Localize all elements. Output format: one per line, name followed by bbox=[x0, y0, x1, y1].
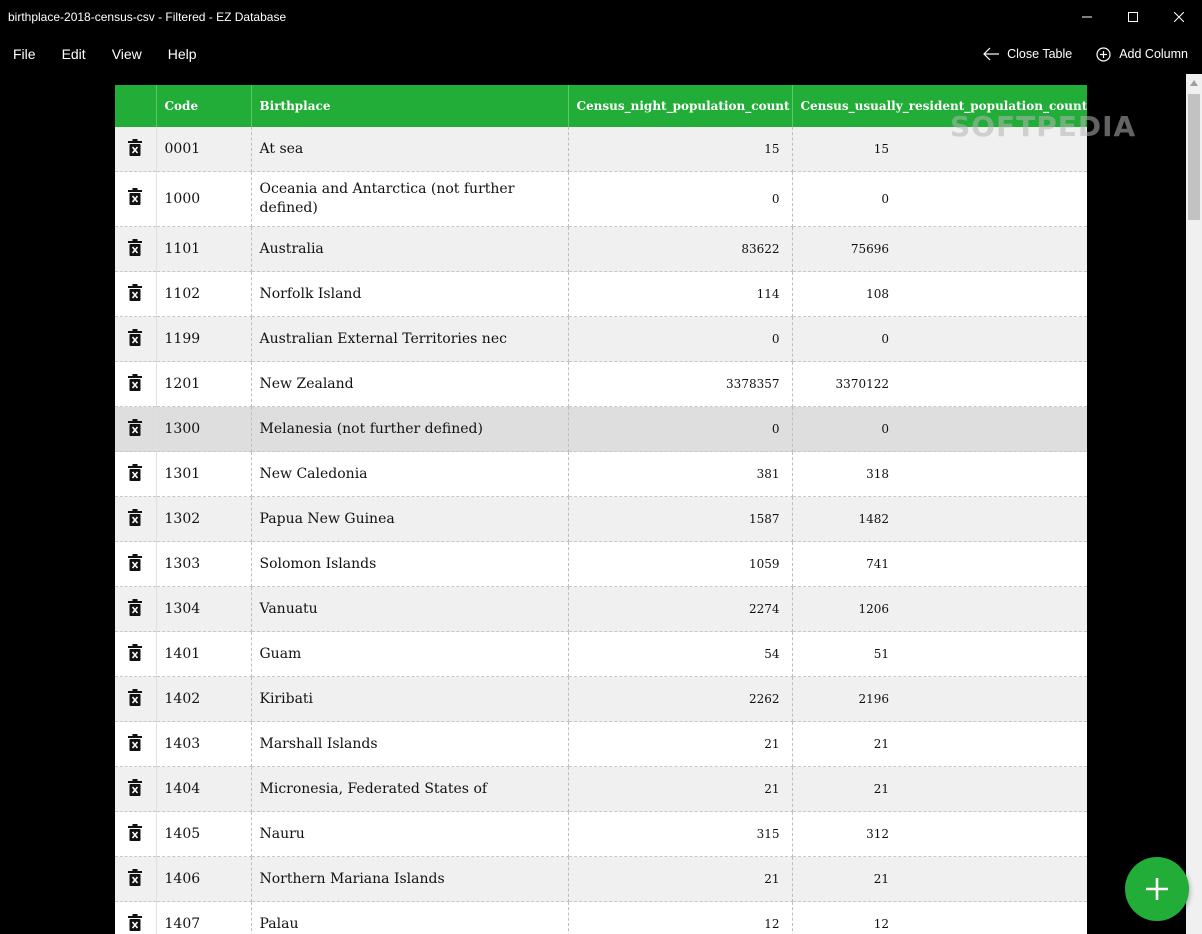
delete-row-button[interactable] bbox=[115, 452, 156, 497]
table-row[interactable] bbox=[115, 632, 1087, 677]
delete-icon bbox=[128, 188, 142, 205]
cell-census-night[interactable]: 21 bbox=[568, 857, 792, 902]
cell-census-night[interactable]: 0 bbox=[568, 407, 792, 452]
delete-row-button[interactable] bbox=[115, 362, 156, 407]
cell-census-night[interactable]: 1059 bbox=[568, 542, 792, 587]
delete-row-button[interactable] bbox=[115, 902, 156, 934]
cell-census-night[interactable]: 21 bbox=[568, 767, 792, 812]
delete-row-button[interactable] bbox=[115, 272, 156, 317]
cell-birthplace[interactable]: Oceania and Antarctica (not further defined) bbox=[251, 172, 568, 227]
table-row[interactable] bbox=[115, 272, 1087, 317]
delete-icon bbox=[128, 689, 142, 706]
delete-row-button[interactable] bbox=[115, 587, 156, 632]
cell-census-night[interactable]: 12 bbox=[568, 902, 792, 934]
table-row[interactable] bbox=[115, 812, 1087, 857]
delete-row-button[interactable] bbox=[115, 857, 156, 902]
data-table-container bbox=[115, 85, 1087, 934]
arrow-left-icon bbox=[983, 47, 999, 61]
cell-census-night[interactable]: 114 bbox=[568, 272, 792, 317]
add-circle-icon bbox=[1096, 47, 1111, 62]
table-row[interactable] bbox=[115, 857, 1087, 902]
cell-code[interactable]: 1301 bbox=[156, 452, 251, 497]
table-row[interactable] bbox=[115, 362, 1087, 407]
cell-code[interactable]: 1402 bbox=[156, 677, 251, 722]
delete-icon bbox=[128, 869, 142, 886]
cell-code[interactable]: 1101 bbox=[156, 227, 251, 272]
cell-code[interactable]: 1401 bbox=[156, 632, 251, 677]
scrollbar-thumb[interactable] bbox=[1188, 94, 1200, 220]
delete-icon bbox=[128, 139, 142, 156]
cell-birthplace[interactable]: New Caledonia bbox=[251, 452, 568, 497]
delete-row-button[interactable] bbox=[115, 722, 156, 767]
cell-census-resident[interactable]: 51 bbox=[792, 632, 1087, 677]
delete-icon bbox=[128, 509, 142, 526]
header-birthplace[interactable]: Birthplace bbox=[251, 85, 568, 127]
cell-code[interactable]: 1201 bbox=[156, 362, 251, 407]
cell-birthplace[interactable]: New Zealand bbox=[251, 362, 568, 407]
cell-census-resident[interactable]: 318 bbox=[792, 452, 1087, 497]
delete-icon bbox=[128, 779, 142, 796]
cell-code[interactable]: 1000 bbox=[156, 172, 251, 227]
cell-code[interactable]: 1300 bbox=[156, 407, 251, 452]
delete-row-button[interactable] bbox=[115, 497, 156, 542]
cell-birthplace[interactable]: Melanesia (not further defined) bbox=[251, 407, 568, 452]
chevron-up-icon bbox=[1190, 80, 1198, 86]
delete-icon bbox=[128, 284, 142, 301]
cell-birthplace[interactable]: Australian External Territories nec bbox=[251, 317, 568, 362]
table-row[interactable] bbox=[115, 452, 1087, 497]
cell-census-resident[interactable]: 1206 bbox=[792, 587, 1087, 632]
cell-birthplace[interactable]: Nauru bbox=[251, 812, 568, 857]
header-delete bbox=[115, 85, 156, 127]
cell-census-night[interactable]: 21 bbox=[568, 722, 792, 767]
delete-icon bbox=[128, 914, 142, 931]
table-row[interactable] bbox=[115, 127, 1087, 172]
data-table bbox=[115, 85, 1087, 934]
cell-birthplace[interactable]: Palau bbox=[251, 902, 568, 934]
menu-edit[interactable]: Edit bbox=[61, 46, 86, 62]
cell-code[interactable]: 1102 bbox=[156, 272, 251, 317]
cell-census-resident[interactable]: 3370122 bbox=[792, 362, 1087, 407]
cell-census-resident[interactable]: 741 bbox=[792, 542, 1087, 587]
add-column-label: Add Column bbox=[1119, 47, 1188, 61]
cell-census-night[interactable]: 0 bbox=[568, 172, 792, 227]
table-row[interactable] bbox=[115, 902, 1087, 934]
table-row[interactable] bbox=[115, 767, 1087, 812]
delete-row-button[interactable] bbox=[115, 127, 156, 172]
menu-help[interactable]: Help bbox=[167, 46, 197, 62]
cell-birthplace[interactable]: At sea bbox=[251, 127, 568, 172]
cell-census-resident[interactable]: 312 bbox=[792, 812, 1087, 857]
header-census-resident[interactable]: Census_usually_resident_population_count bbox=[800, 99, 1087, 113]
cell-code[interactable]: 1303 bbox=[156, 542, 251, 587]
cell-birthplace[interactable]: Northern Mariana Islands bbox=[251, 857, 568, 902]
delete-row-button[interactable] bbox=[115, 172, 156, 227]
cell-code[interactable]: 0001 bbox=[156, 127, 251, 172]
cell-birthplace[interactable]: Solomon Islands bbox=[251, 542, 568, 587]
cell-code[interactable]: 1199 bbox=[156, 317, 251, 362]
cell-birthplace[interactable]: Papua New Guinea bbox=[251, 497, 568, 542]
delete-icon bbox=[128, 374, 142, 391]
cell-code[interactable]: 1403 bbox=[156, 722, 251, 767]
cell-birthplace[interactable]: Australia bbox=[251, 227, 568, 272]
table-header-row bbox=[115, 85, 1087, 127]
minimize-icon bbox=[1082, 12, 1092, 22]
table-row[interactable] bbox=[115, 172, 1087, 227]
add-column-button[interactable] bbox=[1096, 47, 1188, 62]
add-row-button[interactable] bbox=[1125, 857, 1189, 921]
cell-birthplace[interactable]: Micronesia, Federated States of bbox=[251, 767, 568, 812]
cell-code[interactable]: 1405 bbox=[156, 812, 251, 857]
cell-birthplace[interactable]: Vanuatu bbox=[251, 587, 568, 632]
delete-icon bbox=[128, 329, 142, 346]
delete-row-button[interactable] bbox=[115, 677, 156, 722]
close-table-label: Close Table bbox=[1007, 47, 1073, 61]
cell-census-resident[interactable]: 15 bbox=[792, 127, 1087, 172]
cell-census-night[interactable]: 83622 bbox=[568, 227, 792, 272]
cell-census-night[interactable]: 381 bbox=[568, 452, 792, 497]
cell-census-resident[interactable]: 108 bbox=[792, 272, 1087, 317]
menu-file[interactable]: File bbox=[13, 46, 36, 62]
softpedia-watermark: SOFTPEDIA bbox=[950, 110, 1137, 143]
cell-census-night[interactable]: 315 bbox=[568, 812, 792, 857]
header-code[interactable]: Code bbox=[156, 85, 251, 127]
close-window-button[interactable] bbox=[1156, 0, 1202, 34]
plus-icon bbox=[1144, 876, 1170, 902]
table-row[interactable] bbox=[115, 677, 1087, 722]
cell-census-night[interactable]: 54 bbox=[568, 632, 792, 677]
vertical-scrollbar[interactable] bbox=[1186, 74, 1202, 934]
cell-census-resident[interactable]: 0 bbox=[792, 172, 1087, 227]
cell-census-night[interactable]: 15 bbox=[568, 127, 792, 172]
cell-birthplace[interactable]: Kiribati bbox=[251, 677, 568, 722]
cell-census-night[interactable]: 2274 bbox=[568, 587, 792, 632]
table-row[interactable] bbox=[115, 317, 1087, 362]
delete-row-button[interactable] bbox=[115, 812, 156, 857]
delete-row-button[interactable] bbox=[115, 542, 156, 587]
delete-row-button[interactable] bbox=[115, 632, 156, 677]
cell-census-night[interactable]: 3378357 bbox=[568, 362, 792, 407]
cell-census-resident[interactable]: 21 bbox=[792, 857, 1087, 902]
maximize-icon bbox=[1128, 12, 1138, 22]
cell-census-resident[interactable]: 2196 bbox=[792, 677, 1087, 722]
cell-code[interactable]: 1407 bbox=[156, 902, 251, 934]
delete-icon bbox=[128, 464, 142, 481]
cell-birthplace[interactable]: Guam bbox=[251, 632, 568, 677]
cell-census-resident[interactable]: 1482 bbox=[792, 497, 1087, 542]
table-row[interactable] bbox=[115, 542, 1087, 587]
table-row[interactable] bbox=[115, 497, 1087, 542]
delete-icon bbox=[128, 599, 142, 616]
window-controls bbox=[1064, 0, 1202, 34]
delete-icon bbox=[128, 644, 142, 661]
delete-icon bbox=[128, 554, 142, 571]
cell-birthplace[interactable]: Norfolk Island bbox=[251, 272, 568, 317]
window-title: birthplace-2018-census-csv - Filtered - EZ Database bbox=[8, 10, 287, 24]
scroll-up-arrow[interactable] bbox=[1186, 80, 1202, 90]
minimize-button[interactable] bbox=[1064, 0, 1110, 34]
maximize-button[interactable] bbox=[1110, 0, 1156, 34]
cell-code[interactable]: 1304 bbox=[156, 587, 251, 632]
delete-icon bbox=[128, 734, 142, 751]
cell-census-night[interactable]: 2262 bbox=[568, 677, 792, 722]
menu-view[interactable]: View bbox=[111, 46, 142, 62]
delete-row-button[interactable] bbox=[115, 317, 156, 362]
cell-census-resident[interactable]: 75696 bbox=[792, 227, 1087, 272]
cell-code[interactable]: 1404 bbox=[156, 767, 251, 812]
table-row[interactable] bbox=[115, 227, 1087, 272]
cell-census-night[interactable]: 1587 bbox=[568, 497, 792, 542]
close-table-button[interactable] bbox=[983, 47, 1072, 61]
table-row[interactable] bbox=[115, 587, 1087, 632]
delete-row-button[interactable] bbox=[115, 407, 156, 452]
menu-bar bbox=[0, 34, 1202, 74]
delete-row-button[interactable] bbox=[115, 227, 156, 272]
cell-census-resident[interactable]: 12 bbox=[792, 902, 1087, 934]
title-bar bbox=[0, 0, 1202, 34]
cell-census-night[interactable]: 0 bbox=[568, 317, 792, 362]
table-row[interactable] bbox=[115, 722, 1087, 767]
cell-birthplace[interactable]: Marshall Islands bbox=[251, 722, 568, 767]
cell-census-resident[interactable]: 0 bbox=[792, 407, 1087, 452]
delete-row-button[interactable] bbox=[115, 767, 156, 812]
cell-code[interactable]: 1406 bbox=[156, 857, 251, 902]
cell-census-resident[interactable]: 21 bbox=[792, 722, 1087, 767]
header-census-night[interactable]: Census_night_population_count bbox=[568, 85, 792, 127]
delete-icon bbox=[128, 239, 142, 256]
cell-code[interactable]: 1302 bbox=[156, 497, 251, 542]
delete-icon bbox=[128, 419, 142, 436]
cell-census-resident[interactable]: 21 bbox=[792, 767, 1087, 812]
delete-icon bbox=[128, 824, 142, 841]
close-icon bbox=[1174, 12, 1184, 22]
cell-census-resident[interactable]: 0 bbox=[792, 317, 1087, 362]
table-row[interactable] bbox=[115, 407, 1087, 452]
